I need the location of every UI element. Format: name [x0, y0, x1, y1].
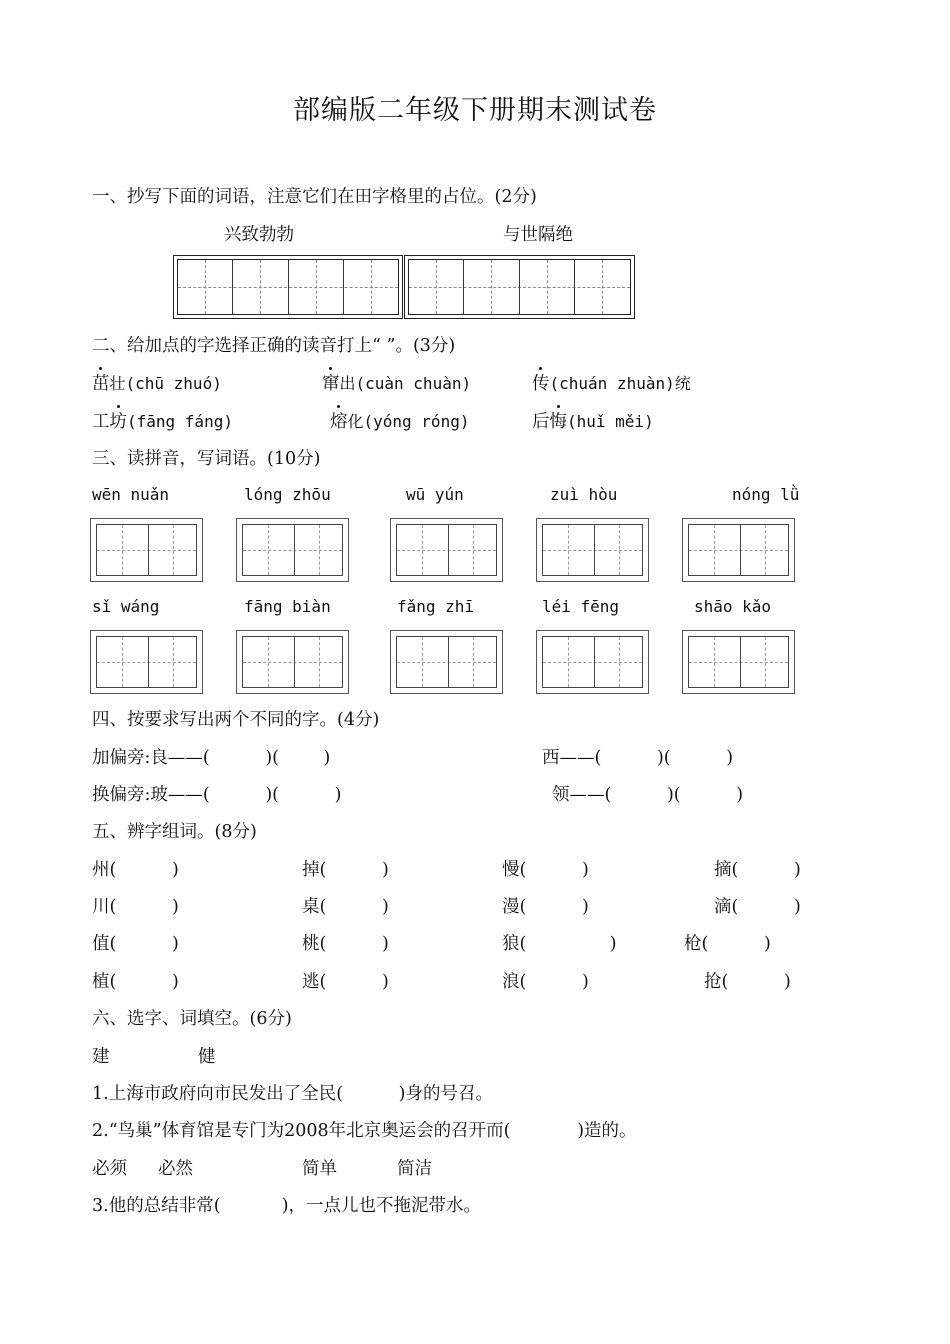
dotted-char: 窜	[322, 370, 340, 395]
choice-text: (fāng fáng)	[127, 412, 233, 431]
section-5-heading: 五、辨字组词。(8分)	[92, 822, 257, 842]
choice-text: 化(yóng róng)	[347, 412, 470, 431]
pinyin-label: fǎng zhī	[397, 597, 475, 616]
write-box[interactable]	[236, 630, 349, 694]
word-blank[interactable]: 摘( )	[714, 860, 801, 880]
option-word-4: 简洁	[397, 1159, 432, 1179]
pinyin-choice-4[interactable]	[92, 408, 233, 433]
pinyin-label: fāng biàn	[244, 597, 331, 616]
pinyin-label: zuì hòu	[550, 485, 618, 504]
section-1-heading: 一、抄写下面的词语，注意它们在田字格里的占位。(2分)	[92, 187, 537, 207]
option-char-2: 健	[198, 1047, 216, 1067]
word-blank[interactable]: 抢( )	[704, 972, 791, 992]
word-blank[interactable]: 浪( )	[502, 972, 589, 992]
option-word-1: 必须	[92, 1159, 127, 1179]
write-box[interactable]	[390, 518, 503, 582]
dotted-char: 熔	[330, 408, 348, 433]
add-radical-line-2[interactable]: 西——( )( )	[542, 748, 734, 768]
pinyin-label: lóng zhōu	[244, 485, 331, 504]
pinyin-label: wū yún	[406, 485, 464, 504]
word-blank[interactable]: 桌( )	[302, 897, 389, 917]
dotted-char: 悔	[550, 408, 568, 433]
pinyin-label: léi fēng	[542, 597, 620, 616]
section-2-heading: 二、给加点的字选择正确的读音打上“ ”。(3分)	[92, 336, 456, 356]
section-6-heading: 六、选字、词填空。(6分)	[92, 1009, 292, 1029]
pinyin-label: nóng lǜ	[732, 485, 800, 504]
dotted-char: 茁	[92, 370, 110, 395]
word-blank[interactable]: 桃( )	[302, 934, 389, 954]
word-blank[interactable]: 漫( )	[502, 897, 589, 917]
word-blank[interactable]: 川( )	[92, 897, 179, 917]
choice-text: (chuán zhuàn)统	[549, 374, 691, 393]
section-3-heading: 三、读拼音，写词语。(10分)	[92, 449, 321, 469]
word-blank[interactable]: 掉( )	[302, 860, 389, 880]
fill-question-1[interactable]: 1.上海市政府向市民发出了全民( )身的号召。	[92, 1084, 493, 1104]
pinyin-label: shāo kǎo	[694, 597, 772, 616]
fill-question-2[interactable]: 2.“鸟巢”体育馆是专门为2008年北京奥运会的召开而( )造的。	[92, 1121, 637, 1141]
page-title: 部编版二年级下册期末测试卷	[293, 95, 657, 126]
dotted-char: 坊	[110, 408, 128, 433]
choice-text: (huǐ měi)	[567, 412, 654, 431]
write-box[interactable]	[90, 630, 203, 694]
write-box[interactable]	[682, 518, 795, 582]
section-4-heading: 四、按要求写出两个不同的字。(4分)	[92, 710, 380, 730]
write-box[interactable]	[536, 630, 649, 694]
word-blank[interactable]: 州( )	[92, 860, 179, 880]
plain-char: 后	[532, 412, 550, 432]
pinyin-label: wēn nuǎn	[92, 485, 170, 504]
word-blank[interactable]: 逃( )	[302, 972, 389, 992]
word-blank[interactable]: 植( )	[92, 972, 179, 992]
write-box[interactable]	[90, 518, 203, 582]
word-blank[interactable]: 狼( )	[502, 934, 617, 954]
fill-question-3[interactable]: 3.他的总结非常( )，一点儿也不拖泥带水。	[92, 1196, 482, 1216]
write-box[interactable]	[536, 518, 649, 582]
option-word-2: 必然	[158, 1159, 193, 1179]
copy-word-2: 与世隔绝	[503, 225, 573, 245]
add-radical-line[interactable]: 加偏旁:良——( )( )	[92, 748, 331, 768]
option-word-3: 简单	[302, 1159, 337, 1179]
tianzige-grid-2[interactable]	[404, 255, 635, 319]
word-blank[interactable]: 滴( )	[714, 897, 801, 917]
tianzige-grid-1[interactable]	[173, 255, 403, 319]
copy-word-1: 兴致勃勃	[224, 225, 294, 245]
plain-char: 工	[92, 412, 110, 432]
pinyin-label: sǐ wáng	[92, 597, 160, 616]
change-radical-line[interactable]: 换偏旁:玻——( )( )	[92, 785, 342, 805]
write-box[interactable]	[236, 518, 349, 582]
write-box[interactable]	[682, 630, 795, 694]
write-box[interactable]	[390, 630, 503, 694]
pinyin-choice-1[interactable]	[92, 370, 222, 395]
pinyin-choice-5[interactable]	[330, 408, 469, 433]
word-blank[interactable]: 枪( )	[684, 934, 771, 954]
pinyin-choice-2[interactable]	[322, 370, 471, 395]
change-radical-line-2[interactable]: 领——( )( )	[552, 785, 744, 805]
option-char-1: 建	[92, 1047, 110, 1067]
pinyin-choice-6[interactable]	[532, 408, 654, 433]
choice-text: 壮(chū zhuó)	[109, 374, 222, 393]
word-blank[interactable]: 慢( )	[502, 860, 589, 880]
dotted-char: 传	[532, 370, 550, 395]
pinyin-choice-3[interactable]	[532, 370, 691, 395]
word-blank[interactable]: 值( )	[92, 934, 179, 954]
choice-text: 出(cuàn chuàn)	[339, 374, 472, 393]
